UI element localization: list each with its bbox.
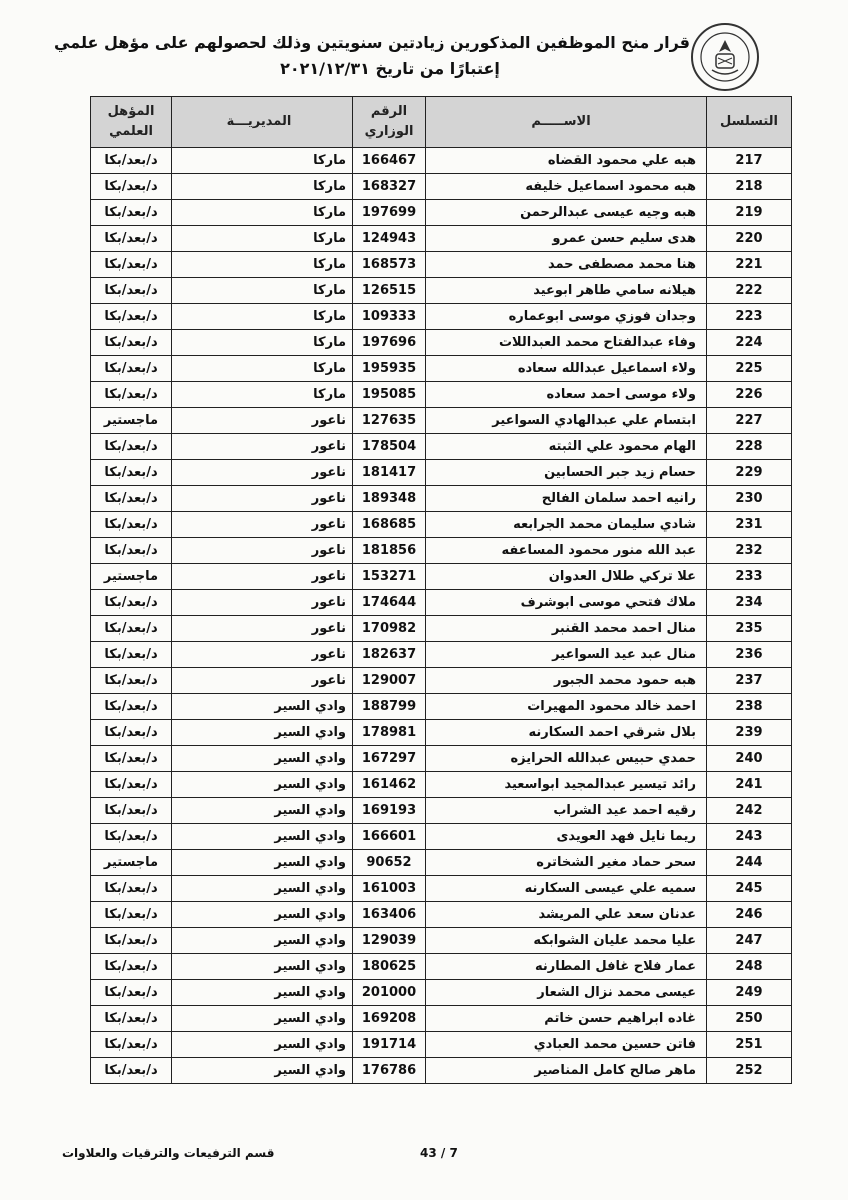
cell-name: ولاء اسماعيل عبدالله سعاده [426, 356, 707, 382]
cell-name: ابتسام علي عبدالهادي السواعير [426, 408, 707, 434]
table-row [91, 304, 792, 330]
cell-qualification: د/بعد/بكا [91, 174, 172, 200]
cell-number: 90652 [353, 850, 426, 876]
cell-name: سحر حماد مغير الشخاتره [426, 850, 707, 876]
ministry-seal-icon [690, 22, 760, 92]
cell-number: 169193 [353, 798, 426, 824]
cell-qualification: د/بعد/بكا [91, 356, 172, 382]
cell-number: 195935 [353, 356, 426, 382]
cell-name: رقيه احمد عيد الشراب [426, 798, 707, 824]
header-number: الرقم الوزاري [353, 97, 426, 148]
cell-directorate: ماركا [172, 356, 353, 382]
table-row [91, 798, 792, 824]
header-name: الاســـــم [426, 97, 707, 148]
table-row [91, 1032, 792, 1058]
cell-number: 189348 [353, 486, 426, 512]
cell-directorate: وادي السير [172, 876, 353, 902]
cell-directorate: ماركا [172, 226, 353, 252]
cell-number: 178504 [353, 434, 426, 460]
cell-qualification: د/بعد/بكا [91, 772, 172, 798]
table-row [91, 616, 792, 642]
cell-qualification: د/بعد/بكا [91, 720, 172, 746]
cell-name: علا تركي طلال العدوان [426, 564, 707, 590]
cell-qualification: د/بعد/بكا [91, 304, 172, 330]
header-directorate: المديريـــة [172, 97, 353, 148]
table-row [91, 434, 792, 460]
cell-serial: 217 [707, 148, 792, 174]
cell-number: 166601 [353, 824, 426, 850]
cell-qualification: د/بعد/بكا [91, 512, 172, 538]
cell-serial: 251 [707, 1032, 792, 1058]
cell-name: وفاء عبدالفتاح محمد العبداللات [426, 330, 707, 356]
cell-qualification: د/بعد/بكا [91, 616, 172, 642]
cell-name: بلال شرقي احمد السكارنه [426, 720, 707, 746]
cell-name: حمدي حبيس عبدالله الحرايزه [426, 746, 707, 772]
table-row [91, 980, 792, 1006]
cell-name: هنا محمد مصطفى حمد [426, 252, 707, 278]
cell-number: 180625 [353, 954, 426, 980]
cell-serial: 249 [707, 980, 792, 1006]
cell-name: فاتن حسين محمد العبادي [426, 1032, 707, 1058]
cell-name: ملاك فتحي موسى ابوشرف [426, 590, 707, 616]
cell-serial: 228 [707, 434, 792, 460]
table-row [91, 824, 792, 850]
cell-qualification: د/بعد/بكا [91, 1006, 172, 1032]
cell-qualification: د/بعد/بكا [91, 330, 172, 356]
cell-serial: 239 [707, 720, 792, 746]
document-title: قرار منح الموظفين المذكورين زيادتين سنويتين وذلك لحصولهم على مؤهل علمي [54, 33, 690, 52]
cell-name: عبد الله منور محمود المساعفه [426, 538, 707, 564]
table-row [91, 772, 792, 798]
table-row [91, 278, 792, 304]
cell-serial: 240 [707, 746, 792, 772]
cell-qualification: د/بعد/بكا [91, 642, 172, 668]
cell-serial: 233 [707, 564, 792, 590]
cell-serial: 238 [707, 694, 792, 720]
cell-directorate: ناعور [172, 460, 353, 486]
cell-serial: 243 [707, 824, 792, 850]
cell-number: 169208 [353, 1006, 426, 1032]
cell-serial: 225 [707, 356, 792, 382]
table-row [91, 876, 792, 902]
cell-serial: 229 [707, 460, 792, 486]
cell-serial: 218 [707, 174, 792, 200]
cell-serial: 252 [707, 1058, 792, 1084]
cell-serial: 232 [707, 538, 792, 564]
cell-name: رائد تيسير عبدالمجيد ابواسعيد [426, 772, 707, 798]
cell-name: هيلانه سامي طاهر ابوعيد [426, 278, 707, 304]
cell-qualification: د/بعد/بكا [91, 460, 172, 486]
table-row [91, 642, 792, 668]
cell-qualification: د/بعد/بكا [91, 590, 172, 616]
cell-number: 197696 [353, 330, 426, 356]
table-row [91, 226, 792, 252]
cell-number: 170982 [353, 616, 426, 642]
cell-directorate: وادي السير [172, 824, 353, 850]
cell-directorate: ناعور [172, 590, 353, 616]
cell-qualification: د/بعد/بكا [91, 746, 172, 772]
cell-number: 153271 [353, 564, 426, 590]
cell-number: 182637 [353, 642, 426, 668]
cell-qualification: د/بعد/بكا [91, 1032, 172, 1058]
cell-directorate: وادي السير [172, 980, 353, 1006]
cell-qualification: د/بعد/بكا [91, 694, 172, 720]
cell-serial: 222 [707, 278, 792, 304]
table-row [91, 200, 792, 226]
cell-directorate: ناعور [172, 538, 353, 564]
cell-qualification: د/بعد/بكا [91, 538, 172, 564]
cell-serial: 236 [707, 642, 792, 668]
cell-directorate: وادي السير [172, 1006, 353, 1032]
table-row [91, 174, 792, 200]
cell-number: 129007 [353, 668, 426, 694]
cell-directorate: ناعور [172, 642, 353, 668]
cell-name: هدى سليم حسن عمرو [426, 226, 707, 252]
cell-number: 109333 [353, 304, 426, 330]
cell-name: عليا محمد عليان الشوابكه [426, 928, 707, 954]
cell-number: 201000 [353, 980, 426, 1006]
table-row [91, 668, 792, 694]
table-row [91, 850, 792, 876]
cell-name: عمار فلاح غافل المطارنه [426, 954, 707, 980]
cell-number: 129039 [353, 928, 426, 954]
cell-serial: 230 [707, 486, 792, 512]
cell-qualification: د/بعد/بكا [91, 824, 172, 850]
cell-name: حسام زيد جبر الحسابين [426, 460, 707, 486]
cell-qualification: د/بعد/بكا [91, 798, 172, 824]
cell-number: 181856 [353, 538, 426, 564]
cell-serial: 220 [707, 226, 792, 252]
cell-number: 168573 [353, 252, 426, 278]
cell-serial: 248 [707, 954, 792, 980]
cell-qualification: ماجستير [91, 408, 172, 434]
cell-name: وجدان فوزي موسى ابوعماره [426, 304, 707, 330]
cell-name: هبه وجيه عيسى عبدالرحمن [426, 200, 707, 226]
cell-qualification: د/بعد/بكا [91, 148, 172, 174]
cell-qualification: د/بعد/بكا [91, 954, 172, 980]
cell-number: 178981 [353, 720, 426, 746]
cell-number: 176786 [353, 1058, 426, 1084]
cell-qualification: د/بعد/بكا [91, 226, 172, 252]
cell-number: 174644 [353, 590, 426, 616]
cell-serial: 227 [707, 408, 792, 434]
document-subtitle-date: إعتبارًا من تاريخ ٢٠٢١/١٢/٣١ [280, 59, 500, 78]
cell-directorate: وادي السير [172, 928, 353, 954]
cell-number: 168327 [353, 174, 426, 200]
cell-qualification: د/بعد/بكا [91, 1058, 172, 1084]
cell-directorate: ماركا [172, 304, 353, 330]
cell-serial: 242 [707, 798, 792, 824]
cell-name: ماهر صالح كامل المناصير [426, 1058, 707, 1084]
table-row [91, 694, 792, 720]
cell-name: رانيه احمد سلمان الفالح [426, 486, 707, 512]
table-row [91, 564, 792, 590]
table-row [91, 512, 792, 538]
cell-qualification: د/بعد/بكا [91, 980, 172, 1006]
table-row [91, 1058, 792, 1084]
cell-name: هبه علي محمود القضاه [426, 148, 707, 174]
cell-number: 188799 [353, 694, 426, 720]
cell-directorate: وادي السير [172, 954, 353, 980]
cell-name: سميه علي عيسى السكارنه [426, 876, 707, 902]
footer-department: قسم الترفيعات والترقيات والعلاوات [62, 1146, 275, 1160]
cell-number: 167297 [353, 746, 426, 772]
table-row [91, 1006, 792, 1032]
table-row [91, 720, 792, 746]
cell-directorate: وادي السير [172, 746, 353, 772]
cell-directorate: ماركا [172, 278, 353, 304]
table-row [91, 460, 792, 486]
table-header-row [91, 97, 792, 148]
table-row [91, 356, 792, 382]
table-row [91, 148, 792, 174]
header-serial: التسلسل [707, 97, 792, 148]
table-row [91, 590, 792, 616]
cell-name: الهام محمود علي الثبته [426, 434, 707, 460]
table-row [91, 538, 792, 564]
cell-serial: 241 [707, 772, 792, 798]
cell-name: غاده ابراهيم حسن خاتم [426, 1006, 707, 1032]
cell-name: منال احمد محمد القنبر [426, 616, 707, 642]
cell-qualification: د/بعد/بكا [91, 434, 172, 460]
cell-number: 161003 [353, 876, 426, 902]
cell-serial: 234 [707, 590, 792, 616]
cell-number: 161462 [353, 772, 426, 798]
cell-number: 195085 [353, 382, 426, 408]
cell-directorate: وادي السير [172, 694, 353, 720]
table-row [91, 486, 792, 512]
cell-directorate: ناعور [172, 486, 353, 512]
cell-serial: 250 [707, 1006, 792, 1032]
cell-directorate: وادي السير [172, 902, 353, 928]
cell-serial: 226 [707, 382, 792, 408]
cell-qualification: د/بعد/بكا [91, 902, 172, 928]
cell-number: 127635 [353, 408, 426, 434]
cell-directorate: ناعور [172, 616, 353, 642]
table-row [91, 746, 792, 772]
page-number: 43 / 7 [420, 1146, 458, 1160]
cell-number: 168685 [353, 512, 426, 538]
cell-directorate: ناعور [172, 564, 353, 590]
table-row [91, 252, 792, 278]
table-row [91, 330, 792, 356]
cell-directorate: وادي السير [172, 798, 353, 824]
cell-number: 124943 [353, 226, 426, 252]
cell-serial: 247 [707, 928, 792, 954]
cell-directorate: ماركا [172, 200, 353, 226]
table-row [91, 928, 792, 954]
cell-qualification: د/بعد/بكا [91, 668, 172, 694]
cell-serial: 237 [707, 668, 792, 694]
cell-directorate: ماركا [172, 174, 353, 200]
cell-name: هبه حمود محمد الجبور [426, 668, 707, 694]
cell-number: 163406 [353, 902, 426, 928]
cell-name: عيسى محمد نزال الشعار [426, 980, 707, 1006]
cell-qualification: د/بعد/بكا [91, 252, 172, 278]
cell-name: شادي سليمان محمد الجرابعه [426, 512, 707, 538]
cell-name: ولاء موسى احمد سعاده [426, 382, 707, 408]
cell-serial: 223 [707, 304, 792, 330]
cell-directorate: ناعور [172, 434, 353, 460]
cell-qualification: د/بعد/بكا [91, 200, 172, 226]
cell-serial: 221 [707, 252, 792, 278]
cell-name: منال عبد عيد السواعير [426, 642, 707, 668]
cell-directorate: ماركا [172, 148, 353, 174]
cell-qualification: د/بعد/بكا [91, 382, 172, 408]
cell-directorate: وادي السير [172, 1032, 353, 1058]
cell-name: هبه محمود اسماعيل خليفه [426, 174, 707, 200]
cell-serial: 231 [707, 512, 792, 538]
table-row [91, 382, 792, 408]
cell-name: عدنان سعد علي المريشد [426, 902, 707, 928]
cell-qualification: د/بعد/بكا [91, 928, 172, 954]
cell-number: 197699 [353, 200, 426, 226]
cell-serial: 244 [707, 850, 792, 876]
cell-number: 166467 [353, 148, 426, 174]
cell-name: ريما نايل فهد العويدى [426, 824, 707, 850]
header-qualification: المؤهل العلمي [91, 97, 172, 148]
cell-serial: 219 [707, 200, 792, 226]
cell-number: 181417 [353, 460, 426, 486]
cell-qualification: د/بعد/بكا [91, 486, 172, 512]
cell-directorate: ماركا [172, 252, 353, 278]
cell-directorate: ناعور [172, 512, 353, 538]
cell-directorate: وادي السير [172, 772, 353, 798]
table-row [91, 954, 792, 980]
cell-number: 126515 [353, 278, 426, 304]
cell-serial: 224 [707, 330, 792, 356]
cell-serial: 245 [707, 876, 792, 902]
cell-directorate: وادي السير [172, 850, 353, 876]
table-row [91, 408, 792, 434]
cell-qualification: د/بعد/بكا [91, 278, 172, 304]
table-row [91, 902, 792, 928]
cell-serial: 246 [707, 902, 792, 928]
employees-table [90, 96, 792, 1084]
cell-directorate: ماركا [172, 330, 353, 356]
cell-directorate: ناعور [172, 668, 353, 694]
cell-qualification: ماجستير [91, 850, 172, 876]
table-body [91, 148, 792, 1084]
cell-qualification: ماجستير [91, 564, 172, 590]
cell-directorate: ماركا [172, 382, 353, 408]
cell-directorate: وادي السير [172, 720, 353, 746]
cell-directorate: ناعور [172, 408, 353, 434]
cell-name: احمد خالد محمود المهيرات [426, 694, 707, 720]
cell-serial: 235 [707, 616, 792, 642]
cell-qualification: د/بعد/بكا [91, 876, 172, 902]
cell-directorate: وادي السير [172, 1058, 353, 1084]
cell-number: 191714 [353, 1032, 426, 1058]
